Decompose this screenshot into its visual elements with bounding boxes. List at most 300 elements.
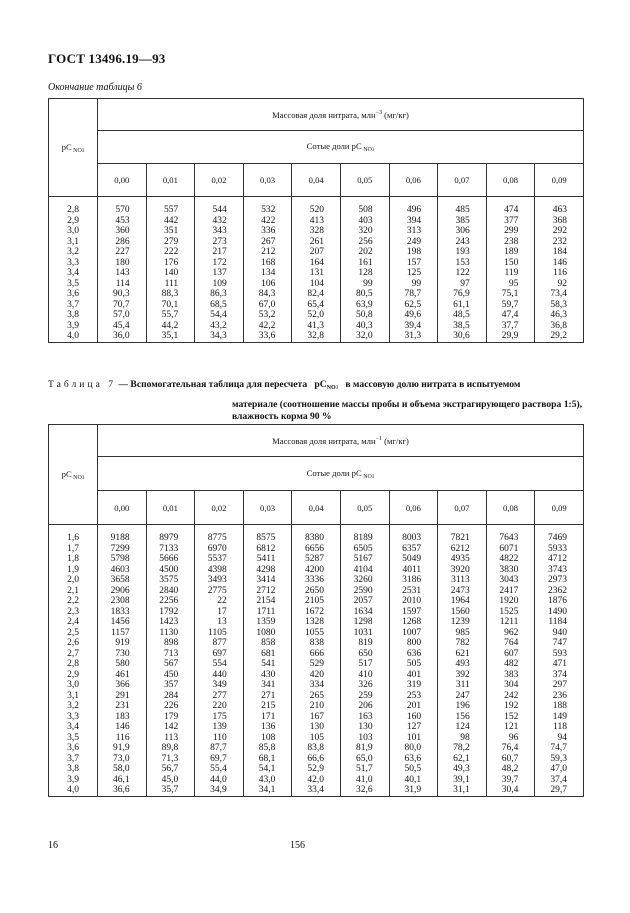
table-cell: 5049 (389, 554, 438, 565)
table-cell: 440 (195, 670, 244, 681)
table-cell: 50,8 (340, 310, 389, 321)
table-row (49, 300, 584, 311)
row-ph-value: 3,6 (49, 743, 98, 754)
table-cell: 193 (438, 247, 487, 258)
table-cell: 52,0 (292, 310, 341, 321)
table-cell: 150 (486, 258, 535, 269)
table-cell: 1105 (195, 628, 244, 639)
column-header: 0,08 (486, 164, 535, 197)
column-header: 0,04 (292, 164, 341, 197)
table-cell: 6071 (486, 544, 535, 555)
table-cell: 3743 (535, 565, 584, 576)
table-cell: 267 (243, 237, 292, 248)
table-cell: 168 (243, 258, 292, 269)
table-row (49, 596, 584, 607)
table-cell: 621 (438, 649, 487, 660)
table-cell: 2906 (98, 586, 147, 597)
table-cell: 544 (195, 197, 244, 216)
row-ph-value: 3,6 (49, 289, 98, 300)
table-cell: 940 (535, 628, 584, 639)
table-row (49, 775, 584, 786)
table-cell: 75,1 (486, 289, 535, 300)
table-cell: 1328 (292, 617, 341, 628)
table-cell: 63,9 (340, 300, 389, 311)
row-ph-value: 2,8 (49, 659, 98, 670)
table-cell: 567 (146, 659, 195, 670)
table-cell: 1423 (146, 617, 195, 628)
table-cell: 32,8 (292, 331, 341, 342)
table-cell: 82,4 (292, 289, 341, 300)
table-cell: 368 (535, 216, 584, 227)
table-cell: 782 (438, 638, 487, 649)
table-cell: 1080 (243, 628, 292, 639)
ph-header: pC $_{NO3}$ (49, 425, 98, 525)
table-cell: 91,9 (98, 743, 147, 754)
table-cell: 9188 (98, 525, 147, 544)
table-cell: 69,7 (195, 754, 244, 765)
table-cell: 8189 (340, 525, 389, 544)
table-cell: 2057 (340, 596, 389, 607)
table-cell: 65,4 (292, 300, 341, 311)
row-ph-value: 3,8 (49, 310, 98, 321)
table-cell: 277 (195, 691, 244, 702)
table-cell: 31,9 (389, 785, 438, 796)
table-cell: 1920 (486, 596, 535, 607)
table-title: Массовая доля нитрата, млн$^{-3}$ (мг/кг) (98, 99, 584, 131)
table-cell: 97 (438, 279, 487, 290)
table-cell: 33,6 (243, 331, 292, 342)
table-cell: 103 (340, 733, 389, 744)
table-cell: 36,8 (535, 321, 584, 332)
row-ph-value: 1,6 (49, 525, 98, 544)
table-cell: 279 (146, 237, 195, 248)
table-row (49, 586, 584, 597)
table-cell: 125 (389, 268, 438, 279)
table-cell: 37,4 (535, 775, 584, 786)
row-ph-value: 1,7 (49, 544, 98, 555)
table-cell: 4011 (389, 565, 438, 576)
table-cell: 334 (292, 680, 341, 691)
table-cell: 59,3 (535, 754, 584, 765)
table-cell: 1525 (486, 607, 535, 618)
column-header: 0,04 (292, 491, 341, 525)
table-cell: 146 (98, 722, 147, 733)
table-cell: 220 (195, 701, 244, 712)
table-cell: 134 (243, 268, 292, 279)
table-cell: 58,3 (535, 300, 584, 311)
table-cell: 94 (535, 733, 584, 744)
table-cell: 313 (389, 226, 438, 237)
table-cell: 30,4 (486, 785, 535, 796)
table-cell: 39,1 (438, 775, 487, 786)
table-row (49, 226, 584, 237)
table-title: Массовая доля нитрата, млн$^{-1}$ (мг/кг) (98, 425, 584, 457)
table-cell: 101 (389, 733, 438, 744)
table-cell: 747 (535, 638, 584, 649)
table-row (49, 754, 584, 765)
table-cell: 62,1 (438, 754, 487, 765)
table-row (49, 659, 584, 670)
table-cell: 40,1 (389, 775, 438, 786)
table-cell: 2650 (292, 586, 341, 597)
table-cell: 5537 (195, 554, 244, 565)
table-cell: 81,9 (340, 743, 389, 754)
table-cell: 2590 (340, 586, 389, 597)
table-cell: 471 (535, 659, 584, 670)
row-ph-value: 3,2 (49, 247, 98, 258)
table-cell: 202 (340, 247, 389, 258)
table-cell: 87,7 (195, 743, 244, 754)
column-header: 0,06 (389, 164, 438, 197)
table-cell: 212 (243, 247, 292, 258)
table-cell: 496 (389, 197, 438, 216)
table-cell: 311 (438, 680, 487, 691)
table-cell: 291 (98, 691, 147, 702)
table-cell: 962 (486, 628, 535, 639)
table-cell: 4712 (535, 554, 584, 565)
table-cell: 764 (486, 638, 535, 649)
table-cell: 149 (535, 712, 584, 723)
table-cell: 360 (98, 226, 147, 237)
table-cell: 304 (486, 680, 535, 691)
table-cell: 697 (195, 649, 244, 660)
table-cell: 50,5 (389, 764, 438, 775)
table-row (49, 554, 584, 565)
table-cell: 2362 (535, 586, 584, 597)
table-cell: 163 (340, 712, 389, 723)
table-cell: 44,2 (146, 321, 195, 332)
table-cell: 8775 (195, 525, 244, 544)
table-cell: 180 (98, 258, 147, 269)
table-cell: 196 (438, 701, 487, 712)
table-cell: 532 (243, 197, 292, 216)
table-cell: 1711 (243, 607, 292, 618)
row-ph-value: 3,7 (49, 300, 98, 311)
table-7 (48, 424, 584, 797)
table-cell: 8575 (243, 525, 292, 544)
table-cell: 55,4 (195, 764, 244, 775)
table-cell: 4603 (98, 565, 147, 576)
table-row (49, 733, 584, 744)
table-cell: 2973 (535, 575, 584, 586)
table-body (49, 197, 584, 343)
table-cell: 713 (146, 649, 195, 660)
table6-caption: Окончание таблицы 6 (48, 82, 142, 93)
table-cell: 261 (292, 237, 341, 248)
table-cell: 1055 (292, 628, 341, 639)
table-cell: 238 (486, 237, 535, 248)
table-row (49, 544, 584, 555)
column-header: 0,09 (535, 491, 584, 525)
column-header: 0,08 (486, 491, 535, 525)
table-cell: 52,9 (292, 764, 341, 775)
table-cell: 36,6 (98, 785, 147, 796)
table-cell: 6357 (389, 544, 438, 555)
table-cell: 485 (438, 197, 487, 216)
table-cell: 3113 (438, 575, 487, 586)
table-cell: 206 (340, 701, 389, 712)
table-cell: 41,0 (340, 775, 389, 786)
table-cell: 517 (340, 659, 389, 670)
table-cell: 109 (195, 279, 244, 290)
row-ph-value: 2,2 (49, 596, 98, 607)
table-cell: 3920 (438, 565, 487, 576)
table-cell: 328 (292, 226, 341, 237)
table-cell: 392 (438, 670, 487, 681)
table-cell: 1560 (438, 607, 487, 618)
table-cell: 377 (486, 216, 535, 227)
table-cell: 128 (340, 268, 389, 279)
table-cell: 127 (389, 722, 438, 733)
table-cell: 139 (195, 722, 244, 733)
table-cell: 306 (438, 226, 487, 237)
table-cell: 341 (243, 680, 292, 691)
table-cell: 207 (292, 247, 341, 258)
table-cell: 7299 (98, 544, 147, 555)
table-cell: 1456 (98, 617, 147, 628)
table-cell: 351 (146, 226, 195, 237)
table-cell: 164 (292, 258, 341, 269)
table-cell: 66,6 (292, 754, 341, 765)
table-cell: 1359 (243, 617, 292, 628)
table-cell: 1964 (438, 596, 487, 607)
table-cell: 2712 (243, 586, 292, 597)
table-cell: 508 (340, 197, 389, 216)
table-cell: 5287 (292, 554, 341, 565)
column-header: 0,05 (340, 164, 389, 197)
table-cell: 78,7 (389, 289, 438, 300)
table-cell: 189 (486, 247, 535, 258)
table-cell: 49,6 (389, 310, 438, 321)
table-row (49, 722, 584, 733)
row-ph-value: 3,1 (49, 691, 98, 702)
table-cell: 985 (438, 628, 487, 639)
table-cell: 92 (535, 279, 584, 290)
table-cell: 56,7 (146, 764, 195, 775)
table-cell: 284 (146, 691, 195, 702)
table-cell: 226 (146, 701, 195, 712)
column-header: 0,01 (146, 491, 195, 525)
table-cell: 730 (98, 649, 147, 660)
table-cell: 636 (389, 649, 438, 660)
table-cell: 46,3 (535, 310, 584, 321)
table-cell: 4935 (438, 554, 487, 565)
table-cell: 253 (389, 691, 438, 702)
table-cell: 80,0 (389, 743, 438, 754)
table-cell: 2473 (438, 586, 487, 597)
document-header: ГОСТ 13496.19—93 (48, 51, 166, 66)
row-ph-value: 2,7 (49, 649, 98, 660)
table-cell: 2105 (292, 596, 341, 607)
table-cell: 374 (535, 670, 584, 681)
table-cell: 58,0 (98, 764, 147, 775)
table-row (49, 680, 584, 691)
table-row (49, 628, 584, 639)
table-cell: 681 (243, 649, 292, 660)
table-cell: 68,1 (243, 754, 292, 765)
page-number-center: 156 (290, 840, 305, 851)
table-cell: 8979 (146, 525, 195, 544)
table-cell: 256 (340, 237, 389, 248)
table-cell: 1672 (292, 607, 341, 618)
table-cell: 54,1 (243, 764, 292, 775)
subheader: Сотые доли pC $_{NO3}$ (98, 131, 584, 164)
table-cell: 51,7 (340, 764, 389, 775)
row-ph-value: 3,3 (49, 712, 98, 723)
row-ph-value: 2,3 (49, 607, 98, 618)
table-cell: 131 (292, 268, 341, 279)
table-cell: 39,7 (486, 775, 535, 786)
ph-header: pC $_{NO3}$ (49, 99, 98, 197)
table-row (49, 289, 584, 300)
table-cell: 188 (535, 701, 584, 712)
table-cell: 7643 (486, 525, 535, 544)
table-cell: 580 (98, 659, 147, 670)
table-cell: 201 (389, 701, 438, 712)
table-cell: 116 (98, 733, 147, 744)
table-cell: 99 (340, 279, 389, 290)
page-number-left: 16 (48, 840, 58, 851)
table-cell: 838 (292, 638, 341, 649)
table-cell: 529 (292, 659, 341, 670)
table-cell: 48,2 (486, 764, 535, 775)
table-cell: 210 (292, 701, 341, 712)
row-ph-value: 3,2 (49, 701, 98, 712)
table-cell: 6212 (438, 544, 487, 555)
table-cell: 557 (146, 197, 195, 216)
table-cell: 152 (486, 712, 535, 723)
table-cell: 136 (243, 722, 292, 733)
table-cell: 6656 (292, 544, 341, 555)
row-ph-value: 2,9 (49, 216, 98, 227)
table-row (49, 743, 584, 754)
column-header: 0,07 (438, 491, 487, 525)
table-cell: 104 (292, 279, 341, 290)
table-cell: 242 (486, 691, 535, 702)
table-cell: 61,1 (438, 300, 487, 311)
table-cell: 474 (486, 197, 535, 216)
table-row (49, 575, 584, 586)
table-cell: 71,3 (146, 754, 195, 765)
table-cell: 31,1 (438, 785, 487, 796)
table-cell: 89,8 (146, 743, 195, 754)
table-cell: 2531 (389, 586, 438, 597)
table-row (49, 258, 584, 269)
table-cell: 78,2 (438, 743, 487, 754)
table-cell: 111 (146, 279, 195, 290)
table-cell: 175 (195, 712, 244, 723)
table-cell: 1007 (389, 628, 438, 639)
table-cell: 42,2 (243, 321, 292, 332)
table-cell: 44,0 (195, 775, 244, 786)
row-ph-value: 2,5 (49, 628, 98, 639)
table-cell: 157 (389, 258, 438, 269)
table-row (49, 525, 584, 544)
column-headers (49, 164, 584, 197)
table-cell: 4398 (195, 565, 244, 576)
table-cell: 83,8 (292, 743, 341, 754)
table-cell: 130 (292, 722, 341, 733)
column-header: 0,05 (340, 491, 389, 525)
table-cell: 1211 (486, 617, 535, 628)
table-cell: 215 (243, 701, 292, 712)
table-cell: 800 (389, 638, 438, 649)
table-cell: 3414 (243, 575, 292, 586)
table-cell: 30,6 (438, 331, 487, 342)
table-cell: 17 (195, 607, 244, 618)
table-cell: 86,3 (195, 289, 244, 300)
table-cell: 259 (340, 691, 389, 702)
table-cell: 858 (243, 638, 292, 649)
table-cell: 161 (340, 258, 389, 269)
row-ph-value: 3,5 (49, 279, 98, 290)
table-cell: 1031 (340, 628, 389, 639)
table-cell: 143 (98, 268, 147, 279)
table-cell: 422 (243, 216, 292, 227)
row-ph-value: 3,4 (49, 268, 98, 279)
table-cell: 29,9 (486, 331, 535, 342)
table-cell: 6812 (243, 544, 292, 555)
table-cell: 607 (486, 649, 535, 660)
table-cell: 401 (389, 670, 438, 681)
table-cell: 2256 (146, 596, 195, 607)
table-cell: 1634 (340, 607, 389, 618)
table-cell: 453 (98, 216, 147, 227)
table-cell: 74,7 (535, 743, 584, 754)
table-cell: 73,4 (535, 289, 584, 300)
table-cell: 105 (292, 733, 341, 744)
table-cell: 59,7 (486, 300, 535, 311)
table-cell: 1597 (389, 607, 438, 618)
table-cell: 5167 (340, 554, 389, 565)
table-cell: 463 (535, 197, 584, 216)
table-cell: 45,0 (146, 775, 195, 786)
table-cell: 84,3 (243, 289, 292, 300)
column-header: 0,09 (535, 164, 584, 197)
column-header: 0,00 (98, 491, 147, 525)
table-cell: 1298 (340, 617, 389, 628)
table-cell: 320 (340, 226, 389, 237)
table-cell: 198 (389, 247, 438, 258)
table-row (49, 331, 584, 342)
table-cell: 430 (243, 670, 292, 681)
table-cell: 122 (438, 268, 487, 279)
table-cell: 34,3 (195, 331, 244, 342)
table-cell: 95 (486, 279, 535, 290)
table-cell: 292 (535, 226, 584, 237)
table-cell: 32,6 (340, 785, 389, 796)
table-cell: 650 (340, 649, 389, 660)
table-row (49, 691, 584, 702)
table-cell: 493 (438, 659, 487, 670)
row-ph-value: 4,0 (49, 785, 98, 796)
table-cell: 3336 (292, 575, 341, 586)
row-ph-value: 1,9 (49, 565, 98, 576)
table-row (49, 268, 584, 279)
table-cell: 243 (438, 237, 487, 248)
table-cell: 137 (195, 268, 244, 279)
table-cell: 118 (535, 722, 584, 733)
table-cell: 541 (243, 659, 292, 670)
table-cell: 45,4 (98, 321, 147, 332)
table-cell: 5666 (146, 554, 195, 565)
table-cell: 96 (486, 733, 535, 744)
table-cell: 22 (195, 596, 244, 607)
row-ph-value: 3,0 (49, 226, 98, 237)
row-ph-value: 2,6 (49, 638, 98, 649)
table-cell: 410 (340, 670, 389, 681)
table-cell: 271 (243, 691, 292, 702)
